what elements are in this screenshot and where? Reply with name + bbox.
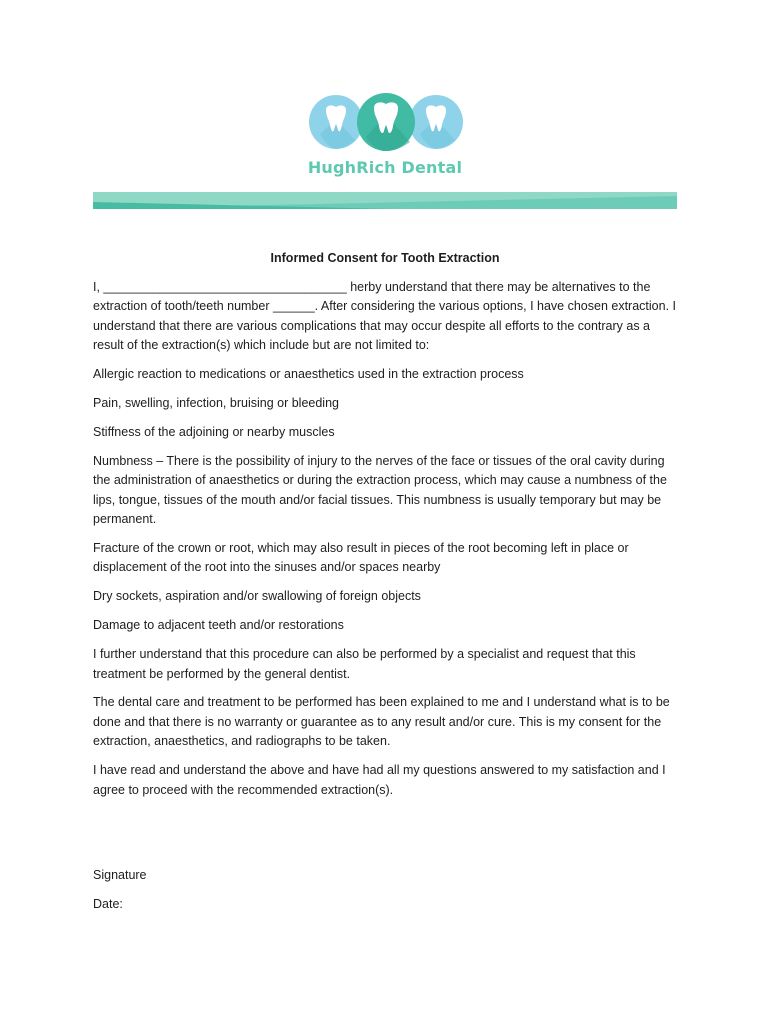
header-divider-band <box>93 192 677 209</box>
signature-label: Signature <box>93 868 147 882</box>
tooth-logo-icon <box>308 92 464 152</box>
complication-dry-sockets: Dry sockets, aspiration and/or swallowing of foreign objects <box>93 589 421 604</box>
agreement-paragraph: I have read and understand the above and have had all my questions answered to my satisfaction and I agree to proceed with the recommended extraction(s). <box>93 763 666 797</box>
complication-numbness: Numbness – There is the possibility of injury to the nerves of the face or tissues of the oral cavity during the administration of anaesthetics or during the extraction process, which may cause a numbness of the lips, tongue, tissues of the mouth and/or facial tissues. This numbness is usually temporary but may be permanent. <box>93 453 667 527</box>
complication-pain: Pain, swelling, infection, bruising or bleeding <box>93 396 339 411</box>
complication-stiffness: Stiffness of the adjoining or nearby muscles <box>93 424 335 439</box>
document-title: Informed Consent for Tooth Extraction <box>270 251 500 265</box>
explanation-paragraph: The dental care and treatment to be performed has been explained to me and I understand what is to be done and that there is no warranty or guarantee as to any result and/or cure. This is my consent for the extraction, anaesthetics, and radiographs to be taken. <box>93 695 670 749</box>
consent-body <box>93 278 683 809</box>
complication-damage: Damage to adjacent teeth and/or restorations <box>93 618 344 633</box>
brand-name: HughRich Dental <box>307 158 463 177</box>
date-label: Date: <box>93 897 123 911</box>
complication-fracture: Fracture of the crown or root, which may also result in pieces of the root becoming left in place or displacement of the root into the sinuses and/or spaces nearby <box>93 540 629 575</box>
specialist-paragraph: I further understand that this procedure can also be performed by a specialist and request that this treatment be performed by the general dentist. <box>93 647 636 681</box>
intro-paragraph: I, ___________________________________ herby understand that there may be alternatives to the extraction of tooth/teeth number ______. After considering the various options, I have chosen extraction. I understand that there are various complications that may occur despite all efforts to the contrary as a result of the extraction(s) which include but are not limited to: <box>93 280 676 353</box>
complication-allergic: Allergic reaction to medications or anaesthetics used in the extraction process <box>93 367 524 382</box>
